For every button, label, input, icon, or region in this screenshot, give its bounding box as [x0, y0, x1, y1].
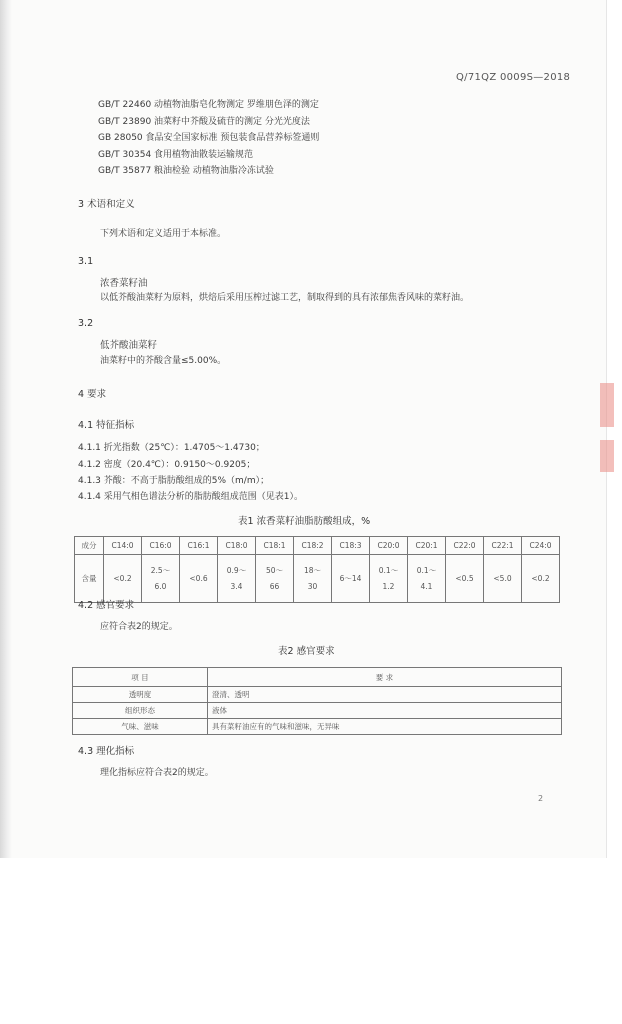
- section-heading: 4 要求: [78, 389, 107, 400]
- table-cell: C16:0: [142, 537, 180, 555]
- scan-red-mark: [600, 383, 614, 427]
- scan-right-edge: [606, 0, 622, 858]
- ref-item: GB/T 22460 动植物油脂皂化物测定 罗维朋色泽的测定: [98, 100, 319, 110]
- table-cell: [104, 555, 142, 603]
- standard-code: Q/71QZ 0009S—2018: [456, 72, 571, 83]
- cell-line: <0.2: [531, 573, 550, 583]
- table-cell: 组织形态: [73, 703, 208, 719]
- term-title: 低芥酸油菜籽: [100, 340, 158, 351]
- paragraph: 理化指标应符合表2的规定。: [100, 768, 214, 778]
- table-cell: [446, 555, 484, 603]
- table-cell: C20:0: [370, 537, 408, 555]
- section-intro: 下列术语和定义适用于本标准。: [100, 229, 227, 239]
- cell-line: 0.1～: [416, 565, 437, 575]
- term-number: 3.2: [78, 318, 94, 329]
- table-cell: 具有菜籽油应有的气味和滋味，无异味: [208, 719, 562, 735]
- cell-line: <0.5: [455, 573, 474, 583]
- page-number: 2: [538, 794, 544, 803]
- table-cell: 透明度: [73, 687, 208, 703]
- subsection-heading: 4.1 特征指标: [78, 420, 135, 431]
- table-cell: C24:0: [522, 537, 560, 555]
- spec-item: 4.1.3 芥酸：不高于脂肪酸组成的5%（m/m）；: [78, 476, 270, 486]
- table-cell: [408, 555, 446, 603]
- table-row: [73, 719, 562, 735]
- table-cell: 液体: [208, 703, 562, 719]
- table2-caption: 表2 感官要求: [278, 646, 335, 657]
- table-cell: [522, 555, 560, 603]
- term-title: 浓香菜籽油: [100, 278, 148, 289]
- table-cell: [142, 555, 180, 603]
- cell-line: 30: [307, 581, 318, 591]
- table-cell: [180, 555, 218, 603]
- spec-item: 4.1.1 折光指数（25℃）：1.4705～1.4730；: [78, 443, 265, 453]
- cell-line: 3.4: [230, 581, 243, 591]
- paragraph: 应符合表2的规定。: [100, 622, 178, 632]
- table-cell: C14:0: [104, 537, 142, 555]
- table-cell: C18:3: [332, 537, 370, 555]
- table-cell: [256, 555, 294, 603]
- term-definition: 以低芥酸油菜籽为原料，烘焙后采用压榨过滤工艺，制取得到的具有浓郁焦香风味的菜籽油。: [100, 293, 470, 303]
- table-header-row: [75, 537, 560, 555]
- table-cell: 澄清、透明: [208, 687, 562, 703]
- table-cell: 气味、滋味: [73, 719, 208, 735]
- table-cell: 成分: [75, 537, 104, 555]
- table1-caption: 表1 浓香菜籽油脂肪酸组成，%: [238, 516, 371, 527]
- sensory-table: [72, 667, 562, 735]
- cell-line: <5.0: [493, 573, 512, 583]
- cell-line: <0.6: [189, 573, 208, 583]
- table-cell: C22:0: [446, 537, 484, 555]
- table-cell: 含量: [75, 555, 104, 603]
- table-cell: [370, 555, 408, 603]
- table-row: [73, 687, 562, 703]
- scan-binding-edge: [0, 0, 12, 858]
- ref-item: GB/T 30354 食用植物油散装运输规范: [98, 150, 254, 160]
- cell-line: 6～14: [339, 573, 362, 583]
- cell-line: 66: [269, 581, 280, 591]
- table-cell: C18:0: [218, 537, 256, 555]
- table-cell: C18:1: [256, 537, 294, 555]
- ref-item: GB/T 35877 粮油检验 动植物油脂冷冻试验: [98, 166, 274, 176]
- table-header-row: [73, 668, 562, 687]
- scan-red-mark: [600, 440, 614, 472]
- table-cell: C22:1: [484, 537, 522, 555]
- cell-line: 4.1: [420, 581, 433, 591]
- table-cell: [332, 555, 370, 603]
- cell-line: 50～: [265, 565, 284, 575]
- table-cell: C20:1: [408, 537, 446, 555]
- table-cell: C18:2: [294, 537, 332, 555]
- subsection-heading: 4.3 理化指标: [78, 746, 135, 757]
- cell-line: 0.1～: [378, 565, 399, 575]
- cell-line: 2.5～: [150, 565, 171, 575]
- cell-line: 1.2: [382, 581, 395, 591]
- table-cell: [294, 555, 332, 603]
- term-definition: 油菜籽中的芥酸含量≤5.00%。: [100, 356, 227, 366]
- table-row: [73, 703, 562, 719]
- fatty-acid-table: [74, 536, 560, 603]
- cell-line: <0.2: [113, 573, 132, 583]
- cell-line: 18～: [303, 565, 322, 575]
- table-cell: C16:1: [180, 537, 218, 555]
- spec-item: 4.1.2 密度（20.4℃）：0.9150～0.9205；: [78, 460, 256, 470]
- term-number: 3.1: [78, 256, 94, 267]
- ref-item: GB 28050 食品安全国家标准 预包装食品营养标签通则: [98, 133, 320, 143]
- table-row: [75, 555, 560, 603]
- table-cell: 要 求: [208, 668, 562, 687]
- ref-item: GB/T 23890 油菜籽中芥酸及硫苷的测定 分光光度法: [98, 117, 310, 127]
- table-cell: [484, 555, 522, 603]
- cell-line: 6.0: [154, 581, 167, 591]
- cell-line: 0.9～: [226, 565, 247, 575]
- spec-item: 4.1.4 采用气相色谱法分析的脂肪酸组成范围（见表1）。: [78, 492, 303, 502]
- table-cell: [218, 555, 256, 603]
- table-cell: 项 目: [73, 668, 208, 687]
- subsection-heading: 4.2 感官要求: [78, 600, 135, 611]
- section-heading: 3 术语和定义: [78, 199, 135, 210]
